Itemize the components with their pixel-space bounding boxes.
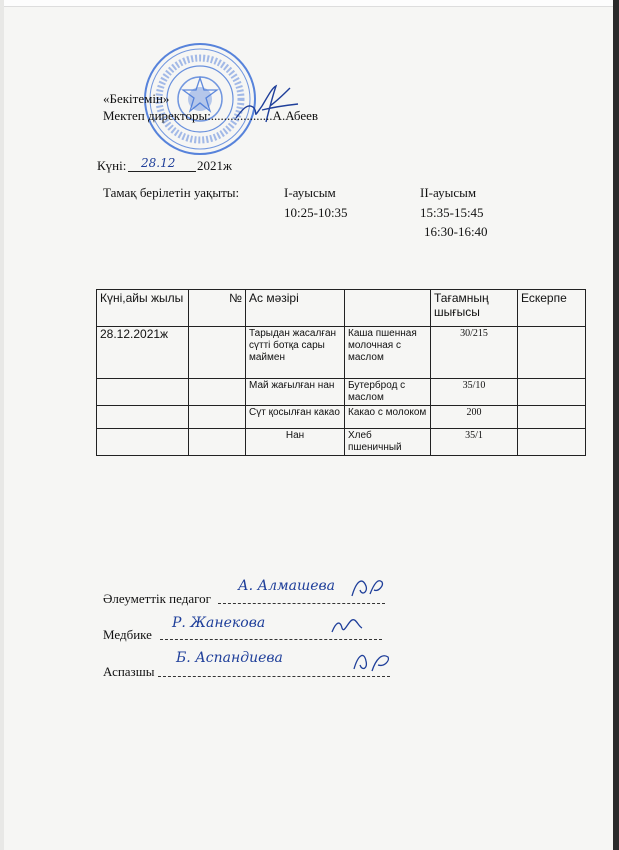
row-note — [518, 379, 586, 406]
cook-label: Аспазшы — [103, 664, 155, 679]
header-yield: Тағамның шығысы — [431, 290, 518, 327]
row-dish-kz: Сүт қосылған какао — [246, 406, 345, 429]
row-number — [189, 379, 246, 406]
header-note: Ескерпе — [518, 290, 586, 327]
social-pedagog-line — [218, 603, 385, 604]
cook-signature: Б. Аспандиева — [176, 650, 283, 666]
date-label: Күні: — [97, 158, 127, 173]
table-row — [97, 327, 586, 379]
social-pedagog-label: Әлеуметтік педагог — [103, 591, 211, 606]
scan-border — [613, 0, 619, 850]
medic-label: Медбике — [103, 627, 152, 642]
row-note — [518, 327, 586, 379]
row-dish-kz: Май жағылған нан — [246, 379, 345, 406]
meal-time-label: Тамақ берілетін уақыты: — [103, 185, 240, 200]
row-dish-ru: Хлеб пшеничный — [345, 429, 431, 456]
table-header-row — [97, 290, 586, 327]
row-dish-ru: Бутерброд с маслом — [345, 379, 431, 406]
row-date — [97, 429, 189, 456]
social-pedagog-signature: А. Алмашева — [238, 578, 336, 594]
row-note — [518, 406, 586, 429]
header-blank — [345, 290, 431, 327]
row-date: 28.12.2021ж — [97, 327, 189, 379]
row-date — [97, 379, 189, 406]
social-pedagog-initials — [348, 572, 388, 602]
row-dish-kz: Нан — [246, 429, 345, 456]
cook-initials — [350, 647, 394, 677]
row-note — [518, 429, 586, 456]
date-handwritten: 28.12 — [141, 156, 176, 170]
row-yield: 200 — [431, 406, 518, 429]
director-line: Мектеп директоры:...................А.Абеев — [103, 108, 319, 123]
row-number — [189, 406, 246, 429]
medic-initials — [328, 612, 368, 640]
shift2-time-2: 16:30-16:40 — [424, 224, 488, 239]
date-underline — [128, 171, 196, 172]
page-top-edge — [0, 0, 619, 7]
table-row — [97, 379, 586, 406]
shift2-label: II-ауысым — [420, 185, 477, 200]
shift2-time-1: 15:35-15:45 — [420, 205, 484, 220]
row-dish-ru: Каша пшенная молочная с маслом — [345, 327, 431, 379]
row-yield: 35/10 — [431, 379, 518, 406]
date-year: 2021ж — [197, 158, 232, 173]
row-dish-ru: Какао с молоком — [345, 406, 431, 429]
header-number: № — [189, 290, 246, 327]
shift1-time: 10:25-10:35 — [284, 205, 348, 220]
header-date: Күні,айы жылы — [97, 290, 189, 327]
row-date — [97, 406, 189, 429]
shift1-label: I-ауысым — [284, 185, 336, 200]
row-number — [189, 327, 246, 379]
row-dish-kz: Тарыдан жасалған сүтті ботқа сары маймен — [246, 327, 345, 379]
page-left-edge — [0, 0, 4, 850]
table-row — [97, 406, 586, 429]
approval-label: «Бекітемін» — [103, 91, 170, 106]
row-number — [189, 429, 246, 456]
medic-signature: Р. Жанекова — [172, 615, 266, 631]
table-row — [97, 429, 586, 456]
row-yield: 35/1 — [431, 429, 518, 456]
menu-table — [96, 289, 586, 456]
row-yield: 30/215 — [431, 327, 518, 379]
header-menu: Ас мәзірі — [246, 290, 345, 327]
